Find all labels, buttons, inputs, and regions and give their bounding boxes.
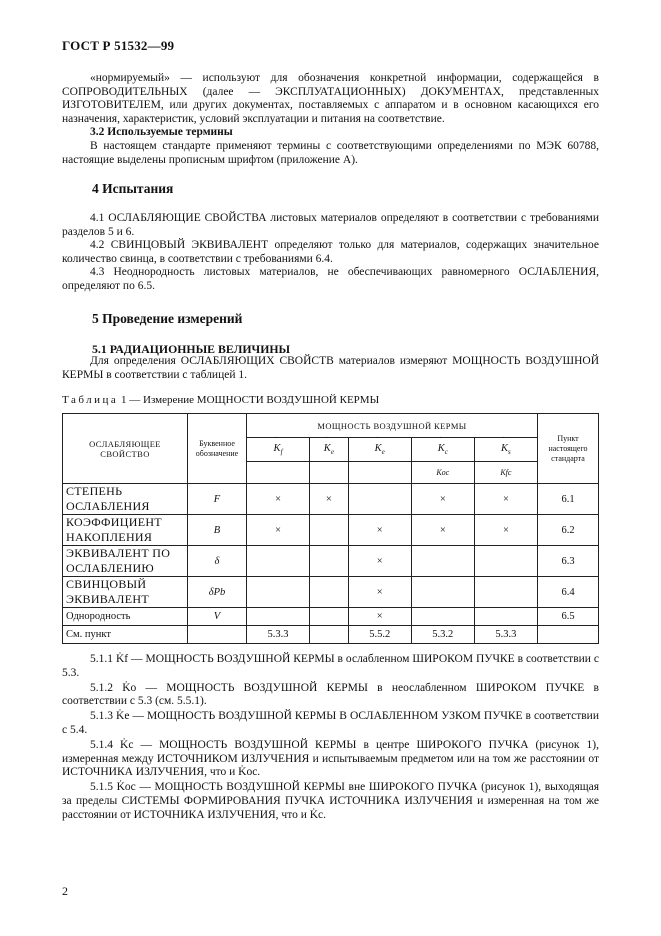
cell: × xyxy=(348,515,411,546)
item-5-1-3: 5.1.3 K̇e — МОЩНОСТЬ ВОЗДУШНОЙ КЕРМЫ В ОСЛАБЛЕННОМ УЗКОМ ПУЧКЕ в соответствии с 5.4. xyxy=(62,710,599,736)
k-head-s: ˙ $K_s$ xyxy=(474,438,537,462)
paragraph-4-1: 4.1 ОСЛАБЛЯЮЩИЕ СВОЙСТВА листовых материалов определяют в соответствии с требованиями разделов 5 и 6. xyxy=(62,212,599,238)
row-name-5: Однородность xyxy=(63,608,188,626)
cell xyxy=(247,546,310,577)
paragraph-4-3: 4.3 Неоднородность листовых материалов, не обеспечивающих равномерного ОСЛАБЛЕНИЯ, определяют по 6.5. xyxy=(62,266,599,292)
cell xyxy=(310,608,349,626)
paragraph-4-2: 4.2 СВИНЦОВЫЙ ЭКВИВАЛЕНТ определяют только для материалов, содержащих значительное количество свинца, в соответствии с требованиями 6.4. xyxy=(62,239,599,265)
cell: × xyxy=(310,484,349,515)
item-5-1-2: 5.1.2 K̇o — МОЩНОСТЬ ВОЗДУШНОЙ КЕРМЫ в неослабленном ШИРОКОМ ПУЧКЕ в соответствии с 5.3 (см. 5.5.1). xyxy=(62,681,599,708)
footer-empty-2 xyxy=(538,626,599,644)
row-name-3: ЭКВИВАЛЕНТ ПО ОСЛАБЛЕНИЮ xyxy=(63,546,188,577)
table-caption-label: Таблица xyxy=(62,394,119,406)
paragraph-5-1: Для определения ОСЛАБЛЯЮЩИХ СВОЙСТВ материалов измеряют МОЩНОСТЬ ВОЗДУШНОЙ КЕРМЫ в соответствии с таблицей 1. xyxy=(62,355,599,381)
row-sym-2: B xyxy=(188,515,247,546)
items-block xyxy=(62,653,599,824)
table-caption xyxy=(62,394,379,406)
cell xyxy=(247,577,310,608)
item-5-1-4: 5.1.4 K̇c — МОЩНОСТЬ ВОЗДУШНОЙ КЕРМЫ в центре ШИРОКОГО ПУЧКА (рисунок 1), измеренная между ИСТОЧНИКОМ ИЗЛУЧЕНИЯ и испытываемым предметом или на том же расстоянии от ИСТОЧНИКА ИЗЛУЧЕНИЯ, что и K̇oc. xyxy=(62,738,599,779)
k-sub-1 xyxy=(247,462,310,484)
item-5-1-1: 5.1.1 K̇f — МОЩНОСТЬ ВОЗДУШНОЙ КЕРМЫ в ослабленном ШИРОКОМ ПУЧКЕ в соответствии с 5.3. xyxy=(62,653,599,679)
footer-label: См. пункт xyxy=(63,626,188,644)
k-head-o: ˙ $K_e$ xyxy=(310,438,349,462)
cell: × xyxy=(348,608,411,626)
item-5-1-5: 5.1.5 K̇oc — МОЩНОСТЬ ВОЗДУШНОЙ КЕРМЫ вне ШИРОКОГО ПУЧКА (рисунок 1), выходящая за пределы СИСТЕМЫ ФОРМИРОВАНИЯ ПУЧКА ИСТОЧНИКА ИЗЛУЧЕНИЯ и измеренная на том же расстоянии от ИСТОЧНИКА ИЗЛУЧЕНИЯ, что и K̇c. xyxy=(62,781,599,821)
cell xyxy=(474,608,537,626)
cell xyxy=(474,546,537,577)
header-air-kerma: МОЩНОСТЬ ВОЗДУШНОЙ КЕРМЫ xyxy=(247,414,538,438)
row-clause-4: 6.4 xyxy=(538,577,599,608)
row-clause-3: 6.3 xyxy=(538,546,599,577)
footer-cell: 5.3.2 xyxy=(411,626,474,644)
row-name-4: СВИНЦОВЫЙ ЭКВИВАЛЕНТ xyxy=(63,577,188,608)
row-sym-3: δ xyxy=(188,546,247,577)
footer-cell: 5.3.3 xyxy=(247,626,310,644)
cell: × xyxy=(247,484,310,515)
k-head-f: ˙ $K_f$ xyxy=(247,438,310,462)
cell: × xyxy=(474,484,537,515)
cell: × xyxy=(247,515,310,546)
cell xyxy=(411,608,474,626)
document-header: ГОСТ Р 51532—99 xyxy=(62,38,175,53)
row-clause-1: 6.1 xyxy=(538,484,599,515)
footer-cell: 5.3.3 xyxy=(474,626,537,644)
k-sub-oc: Koc xyxy=(411,462,474,484)
cell xyxy=(411,577,474,608)
row-clause-2: 6.2 xyxy=(538,515,599,546)
row-sym-4: δPb xyxy=(188,577,247,608)
cell: × xyxy=(411,484,474,515)
measurement-table xyxy=(62,413,599,644)
cell: × xyxy=(348,546,411,577)
cell xyxy=(310,546,349,577)
k-head-e: ˙ $K_e$ xyxy=(348,438,411,462)
k-sub-fc: Kfc xyxy=(474,462,537,484)
cell xyxy=(247,608,310,626)
section-5-title: 5 Проведение измерений xyxy=(92,311,243,326)
table-caption-text: 1 — Измерение МОЩНОСТИ ВОЗДУШНОЙ КЕРМЫ xyxy=(121,394,380,406)
cell xyxy=(348,484,411,515)
section-5-block xyxy=(62,355,599,382)
footer-cell xyxy=(310,626,349,644)
cell: × xyxy=(411,515,474,546)
cell: × xyxy=(474,515,537,546)
header-clause: Пункт настоящего стандарта xyxy=(538,414,599,484)
row-sym-1: F xyxy=(188,484,247,515)
header-symbol: Буквенное обозначение xyxy=(188,414,247,484)
subsection-3-2-title: 3.2 Используемые термины xyxy=(90,126,233,139)
k-sub-2 xyxy=(310,462,349,484)
row-clause-5: 6.5 xyxy=(538,608,599,626)
k-head-c: ˙ $K_c$ xyxy=(411,438,474,462)
subsection-5-1-title: 5.1 РАДИАЦИОННЫЕ ВЕЛИЧИНЫ xyxy=(92,342,291,356)
row-sym-5: V xyxy=(188,608,247,626)
cell xyxy=(310,577,349,608)
cell: × xyxy=(348,577,411,608)
footer-empty xyxy=(188,626,247,644)
section-4-title: 4 Испытания xyxy=(92,181,174,196)
k-sub-3 xyxy=(348,462,411,484)
section-4-block xyxy=(62,212,599,294)
cell xyxy=(310,515,349,546)
cell xyxy=(411,546,474,577)
page-number: 2 xyxy=(62,884,68,898)
row-name-2: КОЭФФИЦИЕНТ НАКОПЛЕНИЯ xyxy=(63,515,188,546)
intro-block xyxy=(62,72,599,167)
intro-paragraph-1: «нормируемый» — используют для обозначения конкретной информации, содержащейся в СОПРОВОДИТЕЛЬНЫХ (далее — ЭКСПЛУАТАЦИОННЫХ) ДОКУМЕНТАХ, представленных ИЗГОТОВИТЕЛЕМ, или других документах, поставляемых с аппаратом и в основном касающихся его назначения, характеристик, условий эксплуатации и питания на соответствие. xyxy=(62,72,599,125)
intro-paragraph-2: В настоящем стандарте применяют термины с соответствующими определениями по МЭК 60788, настоящие выделены прописным шрифтом (приложение А). xyxy=(62,139,599,166)
header-property: ОСЛАБЛЯЮЩЕЕ СВОЙСТВО xyxy=(63,414,188,484)
footer-cell: 5.5.2 xyxy=(348,626,411,644)
cell xyxy=(474,577,537,608)
row-name-1: СТЕПЕНЬ ОСЛАБЛЕНИЯ xyxy=(63,484,188,515)
